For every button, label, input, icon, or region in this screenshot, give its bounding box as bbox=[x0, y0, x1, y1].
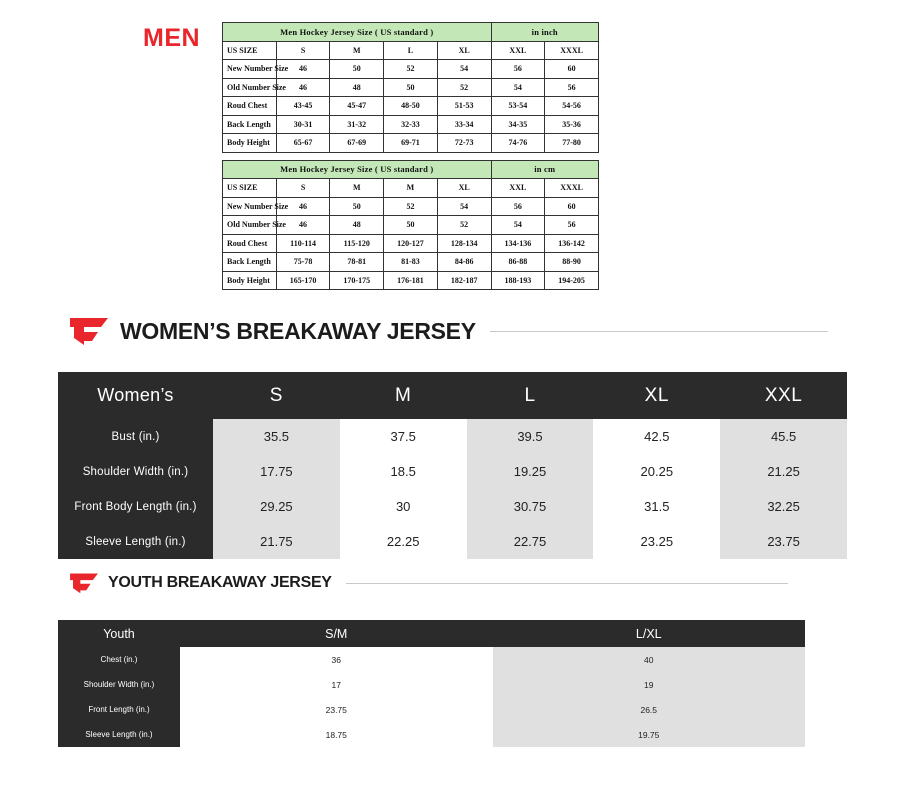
table-row bbox=[223, 115, 599, 134]
row-label: New Number Size bbox=[223, 60, 277, 79]
youth-section-title: YOUTH BREAKAWAY JERSEY bbox=[108, 574, 332, 591]
row-label: Bust (in.) bbox=[58, 419, 213, 454]
table-cell: 23.75 bbox=[720, 524, 847, 559]
table-cell: 69-71 bbox=[384, 134, 438, 153]
men-size-table-cm bbox=[222, 160, 599, 291]
column-header-cell: XL bbox=[437, 179, 491, 198]
column-header-m: M bbox=[340, 372, 467, 419]
table-cell: 31-32 bbox=[330, 115, 384, 134]
table-cell: 72-73 bbox=[437, 134, 491, 153]
womens-section-header bbox=[68, 316, 828, 346]
row-label: New Number Size bbox=[223, 197, 277, 216]
womens-section-title: WOMEN’S BREAKAWAY JERSEY bbox=[120, 317, 476, 344]
table-row bbox=[58, 419, 847, 454]
table-cell: 78-81 bbox=[330, 253, 384, 272]
column-header-cell: US SIZE bbox=[223, 41, 277, 60]
table-row bbox=[223, 134, 599, 153]
column-header-lxl: L/XL bbox=[493, 620, 806, 647]
men-inch-unit: in inch bbox=[491, 23, 598, 42]
table-cell: 46 bbox=[276, 78, 330, 97]
table-cell: 39.5 bbox=[467, 419, 594, 454]
row-label: Roud Chest bbox=[223, 234, 277, 253]
row-label: Body Height bbox=[223, 271, 277, 290]
column-header-s: S bbox=[213, 372, 340, 419]
table-row bbox=[58, 489, 847, 524]
column-header-cell: XXXL bbox=[545, 179, 599, 198]
table-cell: 17 bbox=[180, 672, 493, 697]
table-cell: 42.5 bbox=[593, 419, 720, 454]
table-cell: 165-170 bbox=[276, 271, 330, 290]
table-cell: 176-181 bbox=[384, 271, 438, 290]
table-cell: 60 bbox=[545, 197, 599, 216]
table-cell: 48 bbox=[330, 78, 384, 97]
table-title-row bbox=[223, 23, 599, 42]
table-cell: 52 bbox=[437, 216, 491, 235]
table-title-row bbox=[223, 160, 599, 179]
table-row bbox=[58, 647, 805, 672]
men-cm-unit: in cm bbox=[491, 160, 598, 179]
men-section-label: MEN bbox=[143, 24, 201, 52]
table-cell: 54-56 bbox=[545, 97, 599, 116]
table-cell: 75-78 bbox=[276, 253, 330, 272]
table-cell: 54 bbox=[491, 78, 545, 97]
row-label: Old Number Size bbox=[223, 216, 277, 235]
table-cell: 67-69 bbox=[330, 134, 384, 153]
table-cell: 35.5 bbox=[213, 419, 340, 454]
row-label: Chest (in.) bbox=[58, 647, 180, 672]
column-header-cell: M bbox=[384, 179, 438, 198]
table-cell: 88-90 bbox=[545, 253, 599, 272]
table-cell: 22.25 bbox=[340, 524, 467, 559]
table-cell: 56 bbox=[545, 216, 599, 235]
table-cell: 194-205 bbox=[545, 271, 599, 290]
table-cell: 22.75 bbox=[467, 524, 594, 559]
table-cell: 110-114 bbox=[276, 234, 330, 253]
column-header-l: L bbox=[467, 372, 594, 419]
table-row bbox=[223, 216, 599, 235]
column-header-cell: M bbox=[330, 179, 384, 198]
table-row bbox=[223, 60, 599, 79]
table-spacer bbox=[222, 153, 599, 160]
table-cell: 56 bbox=[491, 197, 545, 216]
table-cell: 51-53 bbox=[437, 97, 491, 116]
table-cell: 54 bbox=[437, 197, 491, 216]
section-divider bbox=[490, 331, 828, 332]
table-cell: 120-127 bbox=[384, 234, 438, 253]
table-cell: 33-34 bbox=[437, 115, 491, 134]
table-cell: 17.75 bbox=[213, 454, 340, 489]
table-cell: 31.5 bbox=[593, 489, 720, 524]
table-cell: 43-45 bbox=[276, 97, 330, 116]
row-label: Sleeve Length (in.) bbox=[58, 524, 213, 559]
column-header-cell: XXXL bbox=[545, 41, 599, 60]
column-header-sm: S/M bbox=[180, 620, 493, 647]
womens-corner-label: Women’s bbox=[58, 372, 213, 419]
table-cell: 54 bbox=[437, 60, 491, 79]
table-row bbox=[58, 722, 805, 747]
table-row bbox=[223, 97, 599, 116]
womens-size-table bbox=[58, 372, 847, 559]
table-cell: 74-76 bbox=[491, 134, 545, 153]
table-row bbox=[58, 454, 847, 489]
table-cell: 48 bbox=[330, 216, 384, 235]
table-cell: 52 bbox=[437, 78, 491, 97]
table-header-row bbox=[58, 620, 805, 647]
row-label: Body Height bbox=[223, 134, 277, 153]
table-cell: 21.25 bbox=[720, 454, 847, 489]
column-header-cell: XL bbox=[437, 41, 491, 60]
table-cell: 30 bbox=[340, 489, 467, 524]
table-cell: 128-134 bbox=[437, 234, 491, 253]
table-cell: 115-120 bbox=[330, 234, 384, 253]
youth-corner-label: Youth bbox=[58, 620, 180, 647]
table-cell: 81-83 bbox=[384, 253, 438, 272]
table-cell: 23.25 bbox=[593, 524, 720, 559]
table-cell: 52 bbox=[384, 60, 438, 79]
table-cell: 21.75 bbox=[213, 524, 340, 559]
table-cell: 37.5 bbox=[340, 419, 467, 454]
table-cell: 30.75 bbox=[467, 489, 594, 524]
table-column-header-row bbox=[223, 41, 599, 60]
row-label: Old Number Size bbox=[223, 78, 277, 97]
column-header-cell: M bbox=[330, 41, 384, 60]
table-cell: 50 bbox=[330, 197, 384, 216]
row-label: Back Length bbox=[223, 253, 277, 272]
table-cell: 77-80 bbox=[545, 134, 599, 153]
row-label: Roud Chest bbox=[223, 97, 277, 116]
table-cell: 29.25 bbox=[213, 489, 340, 524]
table-cell: 50 bbox=[330, 60, 384, 79]
men-cm-title: Men Hockey Jersey Size ( US standard ) bbox=[223, 160, 492, 179]
table-cell: 19.75 bbox=[493, 722, 806, 747]
table-cell: 53-54 bbox=[491, 97, 545, 116]
table-cell: 18.75 bbox=[180, 722, 493, 747]
table-cell: 65-67 bbox=[276, 134, 330, 153]
youth-section-header bbox=[68, 572, 788, 594]
row-label: Back Length bbox=[223, 115, 277, 134]
table-row bbox=[223, 197, 599, 216]
table-row bbox=[223, 234, 599, 253]
table-cell: 45-47 bbox=[330, 97, 384, 116]
table-cell: 45.5 bbox=[720, 419, 847, 454]
youth-size-table bbox=[58, 620, 805, 747]
table-cell: 36 bbox=[180, 647, 493, 672]
table-cell: 40 bbox=[493, 647, 806, 672]
column-header-cell: S bbox=[276, 179, 330, 198]
table-cell: 26.5 bbox=[493, 697, 806, 722]
table-cell: 48-50 bbox=[384, 97, 438, 116]
table-cell: 50 bbox=[384, 78, 438, 97]
table-cell: 46 bbox=[276, 60, 330, 79]
table-cell: 23.75 bbox=[180, 697, 493, 722]
row-label: Front Length (in.) bbox=[58, 697, 180, 722]
table-cell: 136-142 bbox=[545, 234, 599, 253]
table-cell: 50 bbox=[384, 216, 438, 235]
table-cell: 188-193 bbox=[491, 271, 545, 290]
table-cell: 32.25 bbox=[720, 489, 847, 524]
table-cell: 52 bbox=[384, 197, 438, 216]
row-label: Shoulder Width (in.) bbox=[58, 672, 180, 697]
row-label: Front Body Length (in.) bbox=[58, 489, 213, 524]
table-cell: 84-86 bbox=[437, 253, 491, 272]
row-label: Sleeve Length (in.) bbox=[58, 722, 180, 747]
table-cell: 56 bbox=[491, 60, 545, 79]
table-cell: 19.25 bbox=[467, 454, 594, 489]
table-cell: 32-33 bbox=[384, 115, 438, 134]
column-header-xxl: XXL bbox=[720, 372, 847, 419]
table-cell: 35-36 bbox=[545, 115, 599, 134]
men-size-table-inch bbox=[222, 22, 599, 153]
table-row bbox=[58, 524, 847, 559]
row-label: Shoulder Width (in.) bbox=[58, 454, 213, 489]
table-column-header-row bbox=[223, 179, 599, 198]
table-cell: 19 bbox=[493, 672, 806, 697]
column-header-cell: US SIZE bbox=[223, 179, 277, 198]
table-cell: 54 bbox=[491, 216, 545, 235]
column-header-cell: L bbox=[384, 41, 438, 60]
column-header-cell: S bbox=[276, 41, 330, 60]
table-row bbox=[58, 697, 805, 722]
table-row bbox=[223, 271, 599, 290]
column-header-cell: XXL bbox=[491, 41, 545, 60]
column-header-xl: XL bbox=[593, 372, 720, 419]
table-cell: 34-35 bbox=[491, 115, 545, 134]
table-cell: 182-187 bbox=[437, 271, 491, 290]
table-cell: 46 bbox=[276, 216, 330, 235]
column-header-cell: XXL bbox=[491, 179, 545, 198]
table-row bbox=[223, 78, 599, 97]
table-cell: 134-136 bbox=[491, 234, 545, 253]
table-cell: 30-31 bbox=[276, 115, 330, 134]
fanatics-f-logo-icon bbox=[68, 316, 110, 346]
table-cell: 18.5 bbox=[340, 454, 467, 489]
table-cell: 60 bbox=[545, 60, 599, 79]
table-row bbox=[58, 672, 805, 697]
table-header-row bbox=[58, 372, 847, 419]
table-cell: 20.25 bbox=[593, 454, 720, 489]
men-tables-block bbox=[222, 22, 599, 290]
table-cell: 46 bbox=[276, 197, 330, 216]
table-cell: 86-88 bbox=[491, 253, 545, 272]
men-inch-title: Men Hockey Jersey Size ( US standard ) bbox=[223, 23, 492, 42]
table-cell: 56 bbox=[545, 78, 599, 97]
table-cell: 170-175 bbox=[330, 271, 384, 290]
table-row bbox=[223, 253, 599, 272]
fanatics-f-logo-icon bbox=[68, 572, 100, 594]
section-divider bbox=[346, 583, 788, 584]
